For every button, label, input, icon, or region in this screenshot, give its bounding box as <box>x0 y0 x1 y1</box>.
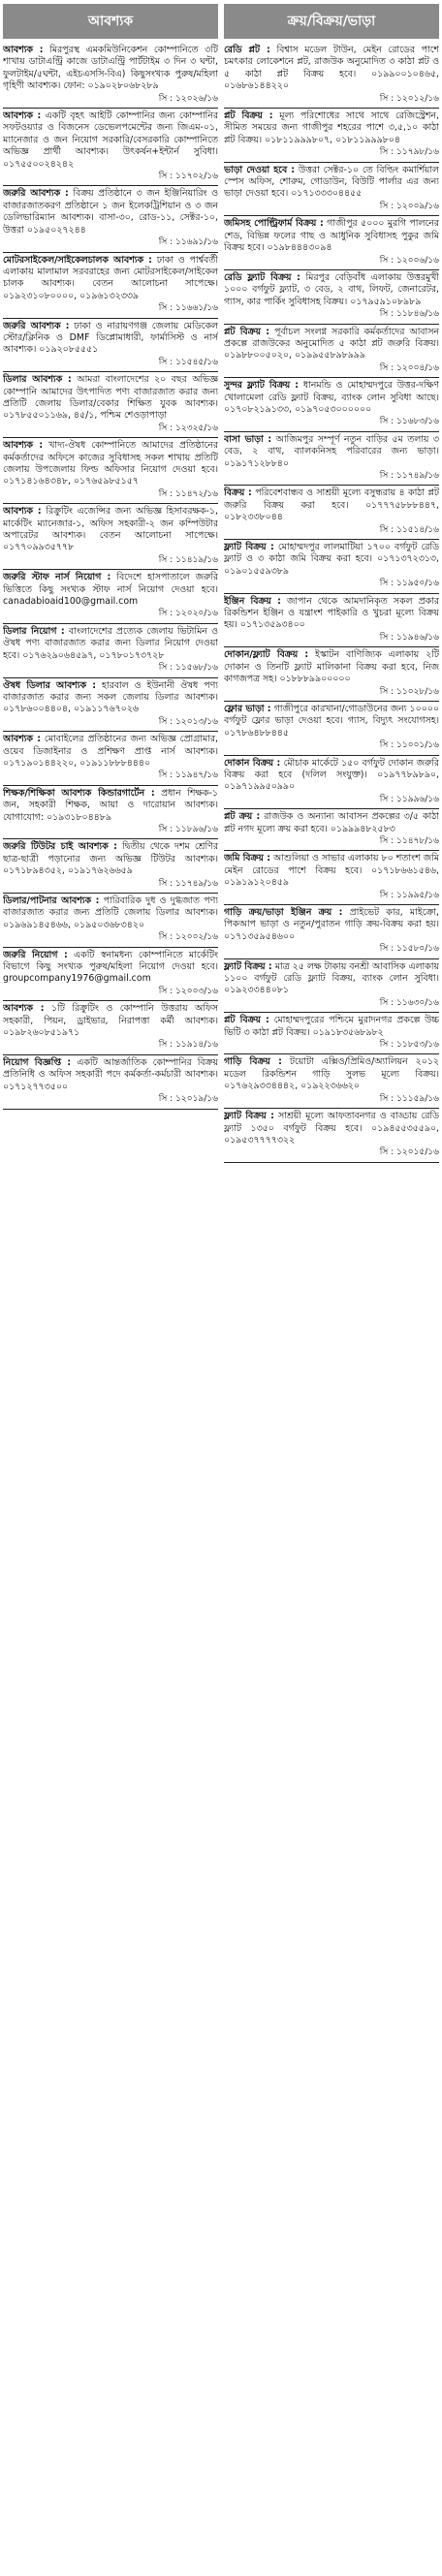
ad-heading: আবশ্যক : <box>3 110 42 122</box>
ad-body: প্রধান শিক্ষক-১ জন, সহকারী শিক্ষক, আয়া ও দারোয়ান আবশ্যক। যোগাযোগ: ০১৯৩১৮০৪৪৮৯ <box>3 787 218 823</box>
ad-heading: শিক্ষক/শিক্ষিকা আবশ্যক কিন্ডারগার্টেন : <box>3 787 155 799</box>
ad-heading: জরুরি আবশ্যক : <box>3 188 69 200</box>
ad-reference: সি : ১১৪৭৮/১৬ <box>379 835 439 846</box>
ad-reference: সি : ১১৯৯৬/১৬ <box>379 794 439 804</box>
ad-body: একটি বৃহৎ আইটি কোম্পানির জন্য কোম্পানির সফটওয়্যার ও বিজনেস ডেভেলপমেন্টের জন্য জিএম-০১, ম্যানেজার ও জন নিয়োগ সরকারি/বেসরকারি কোম্পানিতে অভিজ্ঞ প্রার্থী আবশ্যক। উৎকর্ষন+ইন্টার্ন সুবিধা। ০১৭৫৫০০২৪২৪২ <box>3 110 218 170</box>
ad-body: ইস্কাটন বাণিজ্যিক এলাকায় ২টি দোকান ও তিনটি ফ্ল্যাট মালিকানা বিক্রয় করা হবে, নিজ কাগজপত্র সহ। ০১৮৮৮৯৯০০০০০ <box>224 649 439 685</box>
ad-reference: সি : ১১৫৬৮/১৬ <box>158 663 218 674</box>
ad-body: সাশ্রয়ী মূল্যে আফতাবনগর ও বাড্ডায় রেডি ফ্ল্যাট ১৩৫০ বর্গফুট বিক্রয় হবে। ০১৯৪৫৫৩৫৫৯০, ০১৯৫৩৭৭৭৭৩২২ <box>224 1111 439 1146</box>
ad-reference: সি : ১১৯৪৭/১৬ <box>158 770 218 781</box>
classified-ad <box>224 851 439 905</box>
classified-ad <box>3 624 218 678</box>
ad-reference: সি : ১১৯৫০/১৬ <box>379 579 439 589</box>
ad-heading: প্লট ক্রয় : <box>224 811 261 823</box>
ad-reference: সি : ১২০১২/১৬ <box>379 93 439 104</box>
ad-heading: জমিসহ পোল্ট্রিফার্ম বিক্রয় : <box>224 218 324 230</box>
classified-ad <box>224 109 439 163</box>
classified-ad <box>3 504 218 570</box>
classified-ad <box>224 1013 439 1054</box>
ad-reference: সি : ১২০০৬/১৬ <box>379 255 439 266</box>
ad-heading: ডিলার নিয়োগ : <box>3 625 65 637</box>
ad-reference: সি : ১১৭৪৯/১৬ <box>158 878 218 889</box>
classified-ad <box>3 1055 218 1110</box>
classified-ad <box>224 43 439 109</box>
classified-ad <box>3 253 218 319</box>
ad-body: মোহাম্মদপুর লালমাটিয়া ১৭০০ বর্গফুট রেডি ফ্ল্যাট ও ৩ কাঠা জমি বিক্রয় করা হবে। ০১৭১৩৭২৩১৩, ০১৯০১৫৫৯৩৮৯ <box>224 542 439 577</box>
ad-heading: আবশ্যক : <box>3 506 42 518</box>
ad-body: বিশ্বাস মডেল টাউন, মেইন রোডের পাশে চমৎকার লোকেশনে প্লট, রাজউক অনুমোদিত ৩ কাঠা প্লট ও ৫ কাঠা প্লট বিক্রয় হবে। ০১৯৯০০১০৪৬৫, ০১৬৮৬১৪৪২২০ <box>224 45 439 92</box>
column-left <box>3 4 218 2572</box>
ad-body: রাজউক ও অন্যান্য আবাসন প্রকল্পের ৩/৫ কাঠা প্লট নগদ মূল্যে ক্রয় করা হবে। ০১৯৯৯৪৮২৫৮৩ <box>224 811 439 834</box>
classified-ad <box>3 948 218 1002</box>
ad-heading: নিয়োগ বিজ্ঞপ্তি : <box>3 1056 72 1068</box>
ad-heading: বিক্রয় : <box>224 487 252 499</box>
ad-reference: সি : ১২০০৩/১৬ <box>158 986 218 996</box>
classified-ad <box>3 570 218 624</box>
classified-ad <box>224 378 439 432</box>
ad-heading: ডিলার আবশ্যক : <box>3 374 72 386</box>
ad-reference: সি : ১১৬৩০/১৬ <box>379 997 439 1008</box>
classified-ad <box>224 325 439 379</box>
ads-list <box>3 43 218 1110</box>
ad-heading: জরুরি আবশ্যক : <box>3 320 70 331</box>
ad-heading: আবশ্যক : <box>3 1003 45 1015</box>
ad-heading: প্লট বিক্রয় : <box>224 110 273 122</box>
ad-reference: সি : ১১৪১৯/১৬ <box>158 554 218 565</box>
ad-reference: সি : ১১৭৯৮/১৬ <box>379 147 439 158</box>
classified-ad <box>3 894 218 948</box>
classified-ad <box>224 809 439 851</box>
ad-body: বিদেশে হাসপাতালে জরুরি ভিত্তিতে কিছু সংখ্যক স্টাফ নার্স নিয়োগ দেওয়া হবে। canadabioaid100@gmail.com <box>3 572 218 608</box>
ad-body: মিরপুর বেড়িবাঁধ এলাকায় উত্তরমুখী ১০০০ বর্গফুট ফ্ল্যাট, ৩ বেড, ২ বাথ, লিফট, জেনারেটর, গ্যাস, কার পার্কিং সুবিধাসহ বিক্রয়। ০১৭৯৫৯১০৮৯৮৯ <box>224 271 439 307</box>
ad-heading: ফ্ল্যাট বিক্রয় : <box>224 1111 274 1122</box>
ad-reference: সি : ১২০২০/১৬ <box>158 609 218 619</box>
ad-heading: ফ্লোর ভাড়া : <box>224 703 271 714</box>
ad-body: রিক্রুটিং এজেন্সির জন্য অভিজ্ঞ হিসাবরক্ষক-১, মার্কেটিং ম্যানেজার-১, অফিস সহকারী-২ জন কম্পিউটার অপারেটর আবশ্যক। বেতন আলোচনা সাপেক্ষে। ০১৭৭০৯৯৩৫৭৭৮ <box>3 506 218 553</box>
ad-body: মোবাইলের প্রতিষ্ঠানের জন্য অভিজ্ঞ প্রোগ্রামার, ওয়েব ডিজাইনার ও প্রশিক্ষণ প্রাপ্ত নার্স আবশ্যক। ০১৭১৯০১৪৪২২০, ০১৯১১৮৮৮৪৪৪০ <box>3 734 218 769</box>
ad-body: পারিবারিক দুধ ও দুগ্ধজাত পণ্য বাজারজাত করার জন্য প্রতিটি জেলায় ডিলার আবশ্যক। ০১৯৬৯১৪৫৪৬৬, ০১৯৫০৩৬৮৩৪২০ <box>3 895 218 930</box>
ad-reference: সি : ১১৫১৪/১৬ <box>379 524 439 535</box>
classified-ad <box>224 486 439 540</box>
ad-body: হারবাল ও ইউনানী ঔষধ পণ্য বাজারজাত করার জন্য সকল জেলায় ডিলার আবশ্যক। ০১৭৮৬০০৪৪০৪, ০১৯১১৭৬৭০২৬ <box>3 679 218 715</box>
ad-heading: দোকান বিক্রয় : <box>224 757 281 769</box>
ads-list <box>224 43 439 1163</box>
classified-ad <box>224 959 439 1014</box>
ad-reference: সি : ১২০০৯/১৬ <box>379 201 439 211</box>
ad-heading: ইঞ্জিন বিক্রয় : <box>224 595 281 607</box>
ad-reference: সি : ১২০১৫/১৬ <box>379 1147 439 1158</box>
ad-heading: জরুরি স্টাফ নার্স নিয়োগ : <box>3 572 111 583</box>
ad-reference: সি : ১১৪৭২/১৬ <box>158 488 218 499</box>
ad-reference: সি : ১১৫৪৫/১৬ <box>158 357 218 367</box>
ad-reference: সি : ১১৮৯৬/১৬ <box>158 824 218 834</box>
ad-heading: জমি বিক্রয় : <box>224 853 270 864</box>
ad-heading: ঔষধ ডিলার আবশ্যক : <box>3 679 96 691</box>
ad-heading: ভাড়া দেওয়া হবে : <box>224 164 296 175</box>
ad-reference: সি : ১১১৫৯/১৬ <box>379 1093 439 1104</box>
ad-heading: সুন্দর ফ্ল্যাট বিক্রয় : <box>224 380 300 392</box>
column-header: ক্রয়/বিক্রয়/ভাড়া <box>224 4 439 39</box>
classified-ad <box>3 109 218 186</box>
ad-reference: সি : ১২৩২৫/১৬ <box>158 423 218 433</box>
ad-reference: সি : ১১০২৮/১৬ <box>379 686 439 697</box>
ad-body: পরিবেশবান্ধব ও সাশ্রয়ী মূল্যে বসুন্ধরায় ৪ কাঠা প্লট জরুরি বিক্রয় করা হবে। ০১৭৭৭৫৮৮৮৪৪৭, ০১৮২৩৩৮০৪৪ <box>224 487 439 523</box>
classified-ad <box>3 186 218 252</box>
ad-body: গাজীপুর ৫০০০ মুরগি পালনের শেড, বিভিন্ন ফলের গাছ ও আধুনিক সুবিধাসহ পুকুর জমি বিক্রয় হবে। ০১৯৮৪৪৪৩০৯৪ <box>224 218 439 254</box>
ad-reference: সি : ১১৭০২/১৬ <box>158 172 218 182</box>
ad-body: আজিমপুর সম্পূর্ণ নতুন বাড়ির ৫ম তলায় ৩ বেড, ২ বাথ, ব্যালকনিসহ পরিবারের জন্য ভাড়া। ০১৯১৭১২৮৮৪০ <box>224 433 439 469</box>
classified-ad <box>224 1054 439 1109</box>
ad-heading: আবশ্যক : <box>3 440 44 452</box>
ad-heading: দোকান/ফ্ল্যাট বিক্রয় : <box>224 649 309 661</box>
ad-heading: ডিলার/পাটনার আবশ্যক : <box>3 895 100 906</box>
classified-ad <box>3 43 218 109</box>
ad-heading: জরুরি নিয়োগ : <box>3 949 68 960</box>
ad-body: টয়োটা এক্সিও/প্রিমিও/অ্যালিয়ন ২০১২ মডেল রিকন্ডিশন গাড়ি সুলভ মূল্যে বিক্রয়। ০১৭৬২৯৩৩৪৪৪২, ০১৯২২৩৬৬২০ <box>224 1056 439 1092</box>
ad-body: বাংলাদেশের প্রত্যেক জেলায় ভিটামিন ও ঔষধ পণ্য বাজারজাত করার জন্য ডিলার নিয়োগ দেওয়া হবে। ০১৭৬২৯০৬৪৫৯৭, ০১৭৮০১৭৩৭২৮ <box>3 625 218 661</box>
ad-body: মাত্র ২৫ লক্ষ টাকায় বনশ্রী আবাসিক এলাকায় ১১০০ বর্গফুট রেডি ফ্ল্যাট বিক্রয়, ব্যাংক লোন সুবিধা। ০১৯২৩৩৪৪০৮১ <box>224 960 439 996</box>
ad-heading: রেডি প্লট : <box>224 45 270 55</box>
column-right <box>224 4 439 2572</box>
column-header: আবশ্যক <box>3 4 218 39</box>
classified-ad <box>3 438 218 504</box>
ad-body: উত্তরা সেক্টর-১০ তে বিল্ডিং কমার্শিয়াল স্পেস অফিস, শোরুম, গোডাউন, বিউটি পার্লার এর জন্য ভাড়া দেওয়া হবে। ০১৭১৩৩৩০৪৪৫৫ <box>224 164 439 200</box>
classified-ad <box>224 1109 439 1163</box>
classified-ad <box>224 432 439 487</box>
ad-heading: জরুরি টিউটর চাই আবশ্যক : <box>3 841 117 853</box>
classified-ad <box>3 319 218 373</box>
ad-body: ঢাকা ও নারায়ণগঞ্জ জেলায় মেডিকেল স্টোর/ক্লিনিক ও DMF ডিপ্লোমাধারী, ফার্মাসিস্ট ও নার্স আবশ্যক। ০১৯২০৮৫৫৫১ <box>3 320 218 356</box>
ad-body: মূল্য পরিশোধের সাথে সাথে রেজিস্ট্রেশন, সীমিত সময়ের জন্য গাজীপুর শহরের পাশে ৩,৫,১০ কাঠা প্লট বিক্রয়। ০১৮১১৯৯৯৮০৭, ০১৮১১৯৯৯৮০৪ <box>224 110 439 145</box>
ad-heading: বাসা ভাড়া : <box>224 433 272 445</box>
ad-body: জাপান থেকে আমদানিকৃত সকল প্রকার রিকন্ডিশন ইঞ্জিন ও যন্ত্রাংশ পাইকারি ও খুচরা মূল্যে বিক্রয় হয়। ০১৭১৩৫৯৩৪০০ <box>224 595 439 631</box>
ad-reference: সি : ১১৭৪৯/১৬ <box>379 471 439 481</box>
ad-body: মোহাম্মদপুরের পশ্চিমে মুরাদনগর প্রকল্পে উচ্চ ভিটি ৩ কাঠা প্লট বিক্রয়। ০১৯১৮৩৫৬৮৯৮২ <box>224 1015 439 1038</box>
ad-reference: সি : ১২০১৩/১৬ <box>158 716 218 727</box>
ad-heading: ফ্ল্যাট বিক্রয় : <box>224 542 274 553</box>
ad-body: আশুলিয়া ও সাভার এলাকায় ৮০ শতাংশ জমি মেইন রোডের পাশে বিক্রয় হবে। ০১৭১৮৬৬১৫৪৬, ০১৯১৯১২০৪৫৯ <box>224 853 439 889</box>
ad-heading: আবশ্যক : <box>3 734 41 745</box>
ad-reference: সি : ১১৬৬১/১৬ <box>158 303 218 314</box>
ad-body: দ্বিতীয় থেকে দশম শ্রেণির ছাত্র-ছাত্রী পড়ানোর জন্য অভিজ্ঞ টিউটর আবশ্যক। ০১৭১৮৯৪৩৫২, ০১৯১৭৬২৬৬৫৯ <box>3 841 218 877</box>
ad-reference: সি : ১১০০১/১৬ <box>379 740 439 751</box>
classified-ad <box>3 1001 218 1055</box>
ad-body: ঢাকা ও পার্শ্ববর্তী এলাকায় মালামাল সরবরাহের জন্য মোটরসাইকেল/সাইকেল চালক আবশ্যক। বেতন আলোচনা সাপেক্ষে। ০১৯২৩১০৮০০০০, ০১৯৬১৩২৩৩৯ <box>3 254 218 301</box>
classified-ad <box>3 372 218 438</box>
ad-heading: ফ্ল্যাট বিক্রয় : <box>224 960 272 972</box>
ad-heading: রেডি ফ্ল্যাট বিক্রয় : <box>224 271 300 283</box>
ad-reference: সি : ১২০২৬/১৬ <box>158 93 218 104</box>
ad-body: বিক্রয় প্রতিষ্ঠানে ৩ জন ইঞ্জিনিয়ারিং ও বাজারজাতকরণ প্রতিষ্ঠানে ১ জন ইলেকট্রিশিয়ান ও ৩ জন ডেলিভারিম্যান আবশ্যক। বাসা-৩০, রোড-১১, সেক্টর-১০, উত্তরা ০১৯৫০২৭২৪৪ <box>3 188 218 236</box>
ad-heading: প্লট বিক্রয় : <box>224 1015 269 1026</box>
ad-body: একটি স্বনামধন্য কোম্পানিতে মার্কেটিং বিভাগে কিছু সংখ্যক পুরুষ/মহিলা নিয়োগ দেওয়া হবে। groupcompany1976@gmail.com <box>3 949 218 985</box>
ad-reference: সি : ১১৫৮০/১৬ <box>379 944 439 955</box>
ad-reference: সি : ১১৬৮৩/১৬ <box>379 417 439 427</box>
ad-body: ১টি রিক্রুটিং ও কোম্পানি উত্তরায় অফিস সহকারী, পিয়ন, ড্রাইভার, নিরাপত্তা কর্মী আবশ্যক। ০১৯৮২৬০৮৫১৯৭১ <box>3 1003 218 1039</box>
classified-ad <box>224 702 439 756</box>
ad-reference: সি : ১১৮৫৩/১৬ <box>379 1040 439 1051</box>
ad-heading: গাড়ি ক্রয়/ভাড়া ইঞ্জিন ক্রয় : <box>224 907 343 918</box>
ad-body: প্রাইভেট কার, মাইক্রো, পিকআপ ভাড়া ও নতুন/পুরাতন গাড়ি ক্রয়-বিক্রয় করা হয়। ০১৭১৩৫৯৫৪৬০০ <box>224 907 439 942</box>
classified-ad <box>3 839 218 894</box>
ad-body: একটি আন্তর্জাতিক কোম্পানির বিক্রয় প্রতিনিধি ও অফিস সহকারী পদে কর্মকর্তা-কর্মচারী আবশ্যক। ০১৭১২৭৭৩৫০০ <box>3 1056 218 1092</box>
ad-reference: সি : ১১৯৪৬/১৬ <box>379 632 439 643</box>
ad-heading: আবশ্যক : <box>3 45 44 55</box>
ad-reference: সি : ১২০১৯/১৬ <box>158 1094 218 1105</box>
classified-ad <box>224 270 439 325</box>
ad-heading: গাড়ি বিক্রয় : <box>224 1056 282 1068</box>
ad-reference: সি : ১১৯৯৫/১৬ <box>379 890 439 900</box>
classified-ad <box>224 905 439 959</box>
classified-ad <box>224 594 439 648</box>
ad-reference: সি : ১১৯১৪/১৬ <box>158 1040 218 1051</box>
classified-ad <box>224 756 439 810</box>
ad-reference: সি : ১২০০৪/১৬ <box>379 362 439 373</box>
classified-ad <box>224 163 439 217</box>
classified-ad <box>224 647 439 702</box>
ad-body: মৌচাক মার্কেটে ১৫০ বর্গফুট দোকান জরুরি বিক্রয় করা হবে (দলিল সংযুক্ত)। ০১৯৭৭৮৯৮৯০, ০১৯৭১৯৯৫০৯৯০ <box>224 757 439 793</box>
ad-body: মিরপুরস্থ এমকমিউনিকেশন কোম্পানিতে ৩টি শাখায় ডাটাএন্ট্রি কাজে ডাটাএন্ট্রি পার্টটাইম ৩ দিন ৩ ঘন্টা, ফুলটাইম/৫ঘন্টা, এইচএসসি-বিএ) কিছুসংখ্যক পুরুষ/মহিলা গৃহিণী আবশ্যক। ফোন: ০১৯০২৮০৬৮২৮৯ <box>3 45 218 92</box>
ad-reference: সি : ১১৬৯১/১৬ <box>158 237 218 248</box>
ad-reference: সি : ১২০০২/১৬ <box>158 932 218 943</box>
ad-body: ধানমন্ডি ও মোহাম্মদপুরে উত্তর-দক্ষিণ খোলামেলা রেডি ফ্ল্যাট বিক্রয়, ব্যাংক লোন সুবিধা আছে। ০১৭০৮২১৯১৩৩, ০১৯৭০৫৩০০০০০০ <box>224 380 439 415</box>
classified-ad <box>224 216 439 270</box>
ad-body: আমরা বাংলাদেশের ২০ বছর অভিজ্ঞ কোম্পানি আমাদের উৎপাদিত পণ্য বাজারজাত করার জন্য প্রতিটি জেলায় ডিলার/বেকার শিক্ষিত যুবক আবশ্যক। ০১৭৮৫৫০১১৬৯, ৪৫/১, পশ্চিম শেওড়াপাড়া <box>3 374 218 422</box>
classified-ad <box>3 678 218 733</box>
ad-body: গাজীপুরে কারখানা/গোডাউনের জন্য ১০০০০ বর্গফুট ফ্লোর ভাড়া দেওয়া হবে। গ্যাস, বিদ্যুৎ সংযোগসহ। ০১৭৮৬৪৮৮৪৪৫ <box>224 703 439 738</box>
ad-heading: মোটরসাইকেল/সাইকেলচালক আবশ্যক : <box>3 254 152 266</box>
classified-ad <box>3 732 218 786</box>
ad-heading: প্লট বিক্রয় : <box>224 326 269 337</box>
classified-ad <box>3 786 218 840</box>
classified-ad <box>224 540 439 594</box>
ad-body: পূর্বাচল সংলগ্ন সরকারি কর্মকর্তাদের আবাসন প্রকল্পে রাজউকের অনুমোদিত ৫ কাঠা প্লট জরুরি বিক্রয়। ০১৯৮৮০০৫০২০, ০১৯৯৫৫৮৯৮৯৯৯ <box>224 326 439 361</box>
ad-reference: সি : ১১৮৪৬/১৬ <box>379 309 439 320</box>
ad-body: খাদ্য-ঔষধ কোম্পানিতে আমাদের প্রতিষ্ঠানের কর্মকর্তাদের অফিসে কাজের সুবিধাসহ সকল শাখায় প্রতিটি জেলায় উপজেলায় ফিল্ড অফিসার নিয়োগ দেওয়া হবে। ০১৭১৪১৬৪৩৪৮, ০১৭৬৫৯৮৫১৫৭ <box>3 440 218 487</box>
